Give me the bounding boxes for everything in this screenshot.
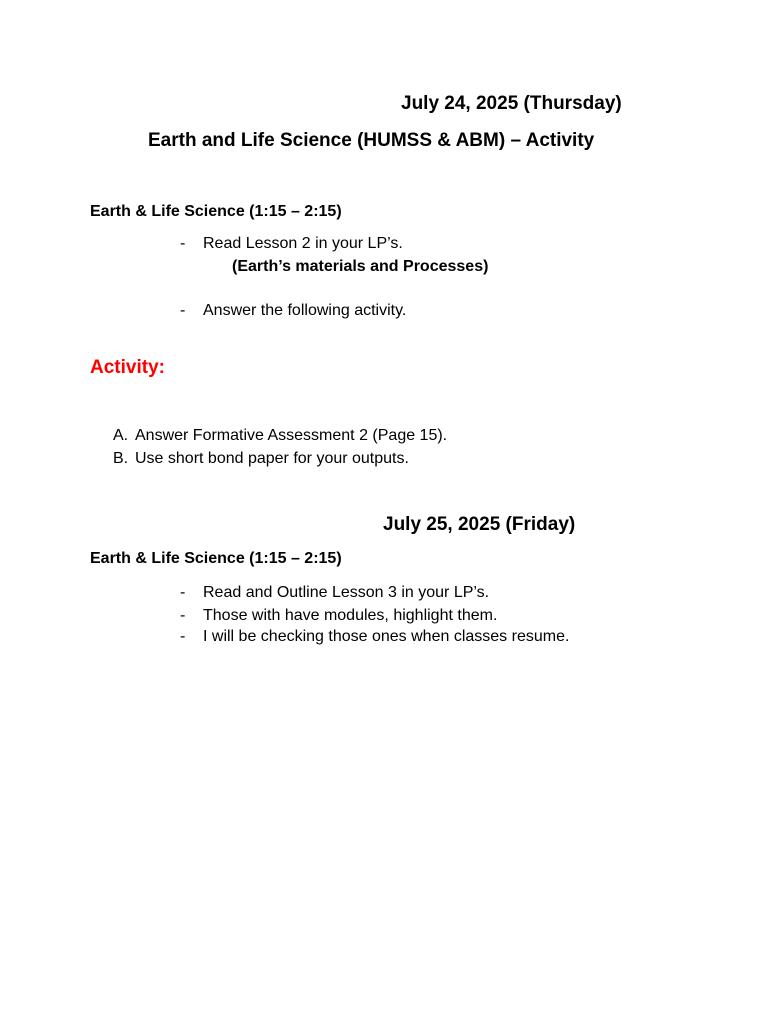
list-item: I will be checking those ones when classes resume.	[203, 628, 570, 645]
bullet-marker: -	[180, 607, 186, 624]
list-item: Read and Outline Lesson 3 in your LP’s.	[203, 584, 490, 601]
activity-item: Use short bond paper for your outputs.	[135, 450, 409, 467]
bullet-marker: -	[180, 302, 186, 319]
bullet-marker: -	[180, 628, 186, 645]
list-item: Read Lesson 2 in your LP’s.	[203, 235, 403, 252]
activity-item-marker: A.	[113, 427, 129, 444]
date-heading-thursday: July 24, 2025 (Thursday)	[401, 93, 622, 114]
document-title: Earth and Life Science (HUMSS & ABM) – Activity	[148, 130, 595, 151]
activity-item-marker: B.	[113, 450, 129, 467]
date-heading-friday: July 25, 2025 (Friday)	[383, 514, 576, 535]
section-heading-friday: Earth & Life Science (1:15 – 2:15)	[90, 550, 342, 567]
list-item: Answer the following activity.	[203, 302, 407, 319]
activity-heading: Activity:	[90, 357, 165, 378]
section-heading-thursday: Earth & Life Science (1:15 – 2:15)	[90, 203, 342, 220]
list-item: Those with have modules, highlight them.	[203, 607, 498, 624]
bullet-marker: -	[180, 584, 186, 601]
lesson-subtitle: (Earth’s materials and Processes)	[232, 258, 489, 275]
bullet-marker: -	[180, 235, 186, 252]
activity-item: Answer Formative Assessment 2 (Page 15).	[135, 427, 448, 444]
